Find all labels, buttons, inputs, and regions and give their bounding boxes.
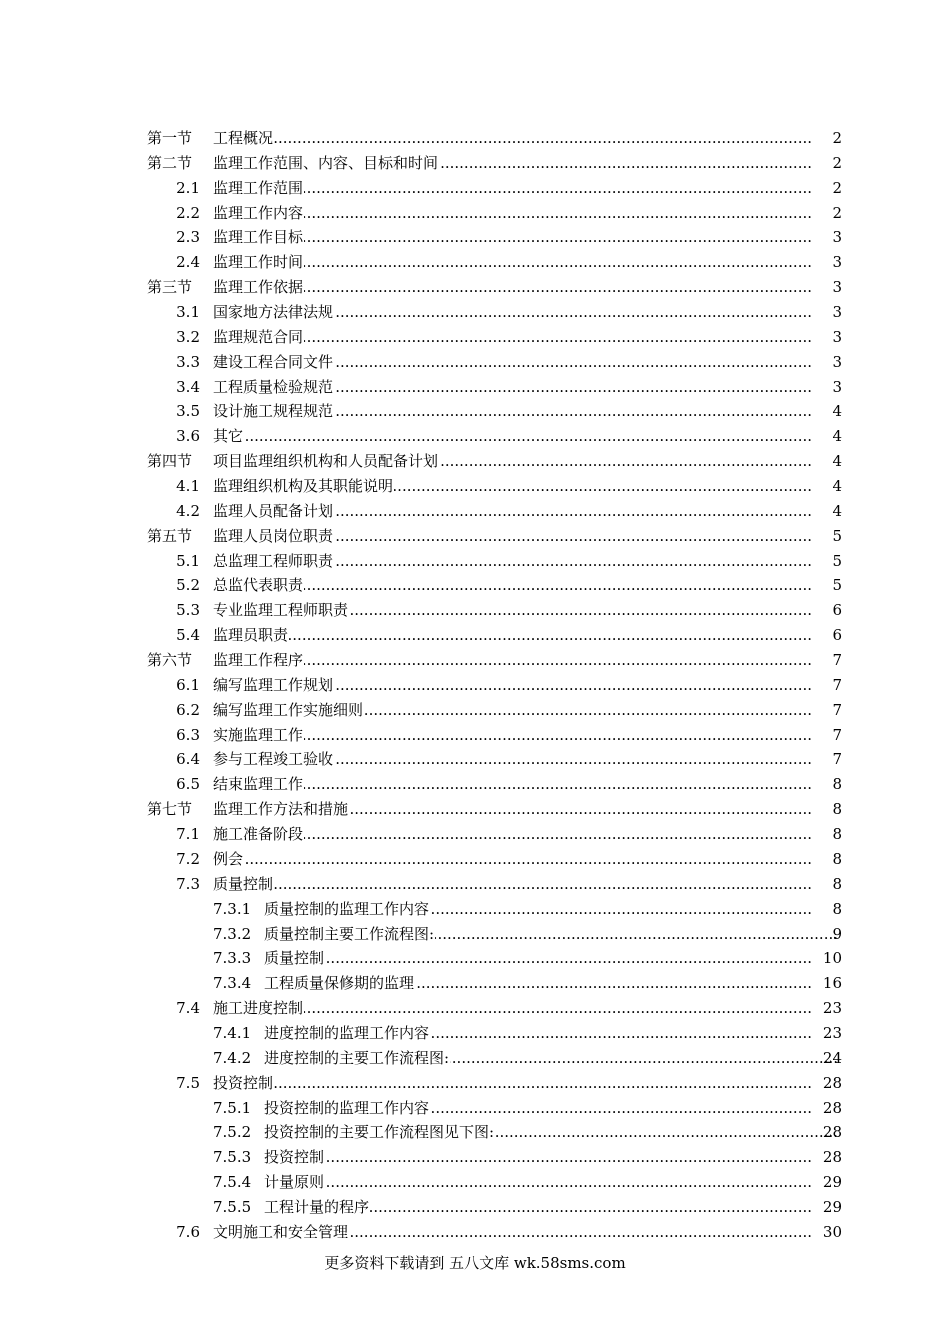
toc-entry-page: 2 <box>832 129 842 147</box>
toc-entry-number: 7.6 <box>176 1222 200 1241</box>
toc-leader-dots <box>334 524 812 549</box>
toc-entry[interactable] <box>0 449 950 474</box>
toc-entry-page: 4 <box>832 427 842 446</box>
toc-entry-title: 文明施工和安全管理 <box>213 1222 349 1241</box>
toc-leader-dots <box>334 399 812 424</box>
toc-leader-dots <box>304 648 812 673</box>
toc-leader-dots <box>289 623 812 648</box>
toc-entry-number: 7.3.2 <box>213 924 252 943</box>
toc-entry-number: 第七节 <box>147 800 193 819</box>
toc-entry-number: 4.2 <box>176 501 200 520</box>
toc-entry-number: 7.5.5 <box>213 1197 252 1216</box>
toc-entry[interactable] <box>0 897 950 922</box>
toc-leader-dots <box>244 847 812 872</box>
toc-entry-page: 6 <box>832 626 842 645</box>
toc-entry[interactable] <box>0 1170 950 1195</box>
toc-leader-dots <box>304 723 812 748</box>
toc-entry-page: 6 <box>832 601 842 620</box>
footer-text[interactable]: 更多资料下载请到 五八文库 wk.58sms.com <box>324 1254 626 1272</box>
toc-entry[interactable] <box>0 747 950 772</box>
table-of-contents <box>0 126 950 1245</box>
toc-entry[interactable] <box>0 971 950 996</box>
toc-entry-title: 参与工程竣工验收 <box>213 750 334 769</box>
toc-entry[interactable] <box>0 847 950 872</box>
toc-leader-dots <box>304 772 812 797</box>
toc-entry-number: 2.2 <box>176 203 200 222</box>
toc-entry-page: 29 <box>822 1173 842 1192</box>
toc-entry[interactable] <box>0 648 950 673</box>
toc-entry-number: 7.5.4 <box>213 1173 252 1192</box>
toc-entry-title: 结束监理工作 <box>213 775 304 794</box>
toc-entry-title: 进度控制的监理工作内容 <box>264 1023 430 1042</box>
toc-entry-page: 2 <box>832 153 842 172</box>
toc-entry-title: 质量控制主要工作流程图: <box>264 924 435 943</box>
toc-entry-page: 7 <box>832 725 842 744</box>
toc-entry-number: 4.1 <box>176 477 200 496</box>
toc-leader-dots <box>334 747 812 772</box>
toc-entry-page: 30 <box>822 1222 842 1241</box>
toc-entry-page: 3 <box>832 327 842 346</box>
toc-leader-dots <box>274 126 812 151</box>
toc-entry-title: 项目监理组织机构和人员配备计划 <box>213 452 439 471</box>
toc-entry-page: 28 <box>822 1098 842 1117</box>
toc-entry-number: 第二节 <box>147 153 193 172</box>
toc-entry[interactable] <box>0 1220 950 1245</box>
toc-leader-dots <box>334 375 812 400</box>
toc-entry-page: 7 <box>832 651 842 670</box>
toc-entry-number: 7.3.4 <box>213 974 252 993</box>
toc-entry-number: 7.3.3 <box>213 949 252 968</box>
toc-leader-dots <box>439 449 812 474</box>
toc-entry[interactable] <box>0 673 950 698</box>
toc-entry-number: 6.5 <box>176 775 200 794</box>
toc-entry-page: 8 <box>832 874 842 893</box>
toc-leader-dots <box>349 598 812 623</box>
toc-entry-title: 总监理工程师职责 <box>213 551 334 570</box>
toc-entry[interactable] <box>0 1071 950 1096</box>
toc-entry-number: 7.3 <box>176 874 200 893</box>
toc-entry-title: 编写监理工作规划 <box>213 675 334 694</box>
toc-entry-page: 3 <box>832 303 842 322</box>
toc-entry-title: 投资控制 <box>213 1073 274 1092</box>
toc-entry[interactable] <box>0 1046 950 1071</box>
toc-leader-dots <box>334 499 812 524</box>
toc-entry-page: 24 <box>822 1048 842 1067</box>
toc-entry-number: 7.3.1 <box>213 899 252 918</box>
toc-leader-dots <box>334 549 812 574</box>
toc-entry[interactable] <box>0 946 950 971</box>
toc-entry-title: 质量控制 <box>213 874 274 893</box>
toc-entry-title: 建设工程合同文件 <box>213 352 334 371</box>
toc-entry-title: 监理组织机构及其职能说明 <box>213 477 394 496</box>
toc-entry[interactable] <box>0 1120 950 1145</box>
toc-entry-number: 7.5.2 <box>213 1123 252 1142</box>
toc-entry-number: 6.2 <box>176 700 200 719</box>
toc-entry-page: 5 <box>832 526 842 545</box>
toc-entry-title: 质量控制的监理工作内容 <box>264 899 430 918</box>
toc-entry[interactable] <box>0 399 950 424</box>
toc-entry-title: 监理规范合同 <box>213 327 304 346</box>
toc-entry[interactable] <box>0 250 950 275</box>
toc-entry-page: 8 <box>832 899 842 918</box>
toc-entry-number: 7.1 <box>176 825 200 844</box>
toc-entry-number: 第五节 <box>147 526 193 545</box>
toc-entry-title: 计量原则 <box>264 1173 325 1192</box>
toc-entry-number: 7.5.3 <box>213 1148 252 1167</box>
toc-entry-number: 6.3 <box>176 725 200 744</box>
toc-entry-number: 7.5.1 <box>213 1098 252 1117</box>
toc-entry-page: 7 <box>832 700 842 719</box>
toc-entry-title: 工程质量保修期的监理 <box>264 974 415 993</box>
toc-entry-page: 7 <box>832 750 842 769</box>
toc-entry-number: 第四节 <box>147 452 193 471</box>
toc-entry-title: 工程质量检验规范 <box>213 377 334 396</box>
toc-entry[interactable] <box>0 797 950 822</box>
toc-entry-number: 7.4.1 <box>213 1023 252 1042</box>
toc-entry-title: 专业监理工程师职责 <box>213 601 349 620</box>
toc-entry-title: 总监代表职责 <box>213 576 304 595</box>
toc-entry-page: 29 <box>822 1197 842 1216</box>
toc-leader-dots <box>304 822 812 847</box>
toc-leader-dots <box>364 698 812 723</box>
toc-entry-title: 监理工作范围、内容、目标和时间 <box>213 153 439 172</box>
toc-entry-title: 监理工作依据 <box>213 278 304 297</box>
toc-leader-dots <box>415 971 812 996</box>
toc-entry-title: 工程概况 <box>213 129 274 147</box>
toc-entry-title: 监理工作时间 <box>213 253 304 272</box>
toc-entry-page: 3 <box>832 228 842 247</box>
toc-leader-dots <box>450 1046 838 1071</box>
toc-entry-number: 2.1 <box>176 178 200 197</box>
toc-leader-dots <box>349 1220 812 1245</box>
toc-leader-dots <box>325 1145 812 1170</box>
toc-leader-dots <box>304 996 812 1021</box>
toc-entry[interactable] <box>0 996 950 1021</box>
toc-entry[interactable] <box>0 822 950 847</box>
toc-entry[interactable] <box>0 1195 950 1220</box>
toc-entry[interactable] <box>0 1096 950 1121</box>
toc-leader-dots <box>274 872 812 897</box>
toc-entry[interactable] <box>0 474 950 499</box>
toc-leader-dots <box>349 797 812 822</box>
toc-entry[interactable] <box>0 549 950 574</box>
toc-entry-title: 监理工作内容 <box>213 203 304 222</box>
toc-entry[interactable] <box>0 275 950 300</box>
toc-leader-dots <box>325 946 812 971</box>
toc-leader-dots <box>304 201 812 226</box>
toc-entry-page: 28 <box>822 1073 842 1092</box>
toc-entry-page: 23 <box>822 1023 842 1042</box>
toc-entry-title: 投资控制的监理工作内容 <box>264 1098 430 1117</box>
toc-entry-number: 7.2 <box>176 849 200 868</box>
toc-entry[interactable] <box>0 201 950 226</box>
toc-leader-dots <box>334 673 812 698</box>
toc-entry-page: 10 <box>822 949 842 968</box>
toc-entry[interactable] <box>0 375 950 400</box>
toc-entry[interactable] <box>0 772 950 797</box>
toc-entry-title: 设计施工规程规范 <box>213 402 334 421</box>
toc-entry-number: 3.4 <box>176 377 200 396</box>
toc-leader-dots <box>430 897 812 922</box>
toc-entry-page: 16 <box>822 974 842 993</box>
toc-entry-number: 7.4.2 <box>213 1048 252 1067</box>
toc-leader-dots <box>435 922 838 947</box>
toc-entry-title: 国家地方法律法规 <box>213 303 334 322</box>
toc-entry[interactable] <box>0 350 950 375</box>
toc-entry-title: 监理人员岗位职责 <box>213 526 334 545</box>
toc-entry-page: 4 <box>832 477 842 496</box>
toc-entry[interactable] <box>0 151 950 176</box>
toc-entry-page: 8 <box>832 849 842 868</box>
toc-entry-number: 3.5 <box>176 402 200 421</box>
toc-entry-page: 7 <box>832 675 842 694</box>
toc-leader-dots <box>430 1021 812 1046</box>
toc-entry-page: 5 <box>832 576 842 595</box>
toc-leader-dots <box>394 474 812 499</box>
toc-entry[interactable] <box>0 325 950 350</box>
toc-entry-number: 第六节 <box>147 651 193 670</box>
toc-entry-page: 23 <box>822 999 842 1018</box>
toc-entry[interactable] <box>0 300 950 325</box>
toc-entry-title: 监理工作范围 <box>213 178 304 197</box>
toc-leader-dots <box>439 151 812 176</box>
toc-entry-number: 7.5 <box>176 1073 200 1092</box>
toc-entry-title: 监理工作方法和措施 <box>213 800 349 819</box>
toc-entry-number: 5.4 <box>176 626 200 645</box>
toc-entry-page: 3 <box>832 377 842 396</box>
toc-entry[interactable] <box>0 723 950 748</box>
toc-entry-page: 8 <box>832 800 842 819</box>
toc-entry[interactable] <box>0 424 950 449</box>
toc-entry[interactable] <box>0 598 950 623</box>
toc-entry[interactable] <box>0 1145 950 1170</box>
toc-entry-number: 6.1 <box>176 675 200 694</box>
toc-entry-title: 监理工作目标 <box>213 228 304 247</box>
toc-entry-number: 5.2 <box>176 576 200 595</box>
toc-entry-title: 进度控制的主要工作流程图: <box>264 1048 450 1067</box>
toc-leader-dots <box>274 1071 812 1096</box>
toc-entry[interactable] <box>0 698 950 723</box>
toc-entry-title: 工程计量的程序 <box>264 1197 370 1216</box>
toc-entry-page: 2 <box>832 203 842 222</box>
toc-entry-number: 2.4 <box>176 253 200 272</box>
toc-entry-page: 8 <box>832 825 842 844</box>
toc-entry-number: 5.3 <box>176 601 200 620</box>
toc-entry-page: 9 <box>832 924 842 943</box>
toc-leader-dots <box>304 325 812 350</box>
toc-entry[interactable] <box>0 524 950 549</box>
toc-leader-dots <box>304 225 812 250</box>
toc-entry-page: 8 <box>832 775 842 794</box>
toc-entry-page: 5 <box>832 551 842 570</box>
toc-leader-dots <box>495 1120 838 1145</box>
toc-entry-title: 编写监理工作实施细则 <box>213 700 364 719</box>
toc-entry[interactable] <box>0 623 950 648</box>
toc-entry-number: 2.3 <box>176 228 200 247</box>
toc-entry[interactable] <box>0 573 950 598</box>
toc-leader-dots <box>325 1170 812 1195</box>
toc-entry-page: 2 <box>832 178 842 197</box>
toc-entry-number: 3.6 <box>176 427 200 446</box>
toc-entry[interactable] <box>0 499 950 524</box>
toc-entry-title: 例会 <box>213 849 244 868</box>
toc-leader-dots <box>304 275 812 300</box>
toc-entry-title: 投资控制 <box>264 1148 325 1167</box>
toc-entry[interactable] <box>0 922 950 947</box>
toc-entry[interactable] <box>0 1021 950 1046</box>
toc-entry[interactable] <box>0 225 950 250</box>
toc-entry-page: 28 <box>822 1148 842 1167</box>
toc-entry-title: 监理工作程序 <box>213 651 304 670</box>
toc-entry-number: 3.2 <box>176 327 200 346</box>
toc-entry-title: 施工准备阶段 <box>213 825 304 844</box>
toc-entry-title: 监理员职责 <box>213 626 289 645</box>
toc-entry-number: 第三节 <box>147 278 193 297</box>
toc-entry-title: 质量控制 <box>264 949 325 968</box>
toc-entry-number: 7.4 <box>176 999 200 1018</box>
toc-entry-title: 其它 <box>213 427 244 446</box>
toc-entry[interactable] <box>0 872 950 897</box>
toc-entry-page: 4 <box>832 402 842 421</box>
toc-entry-number: 6.4 <box>176 750 200 769</box>
toc-leader-dots <box>304 250 812 275</box>
toc-entry-number: 3.3 <box>176 352 200 371</box>
toc-leader-dots <box>334 300 812 325</box>
toc-entry[interactable] <box>0 176 950 201</box>
toc-entry-page: 28 <box>822 1123 842 1142</box>
toc-entry-page: 3 <box>832 352 842 371</box>
toc-entry-number: 5.1 <box>176 551 200 570</box>
toc-entry-title: 实施监理工作 <box>213 725 304 744</box>
toc-entry-number: 第一节 <box>147 129 193 147</box>
toc-entry-title: 监理人员配备计划 <box>213 501 334 520</box>
toc-leader-dots <box>430 1096 812 1121</box>
toc-entry-page: 4 <box>832 501 842 520</box>
toc-entry[interactable] <box>0 126 950 151</box>
toc-leader-dots <box>304 573 812 598</box>
toc-entry-title: 施工进度控制 <box>213 999 304 1018</box>
toc-entry-page: 3 <box>832 253 842 272</box>
toc-leader-dots <box>304 176 812 201</box>
toc-entry-title: 投资控制的主要工作流程图见下图: <box>264 1123 495 1142</box>
toc-entry-number: 3.1 <box>176 303 200 322</box>
toc-entry-page: 4 <box>832 452 842 471</box>
toc-leader-dots <box>370 1195 812 1220</box>
toc-leader-dots <box>334 350 812 375</box>
toc-entry-page: 3 <box>832 278 842 297</box>
toc-leader-dots <box>244 424 812 449</box>
